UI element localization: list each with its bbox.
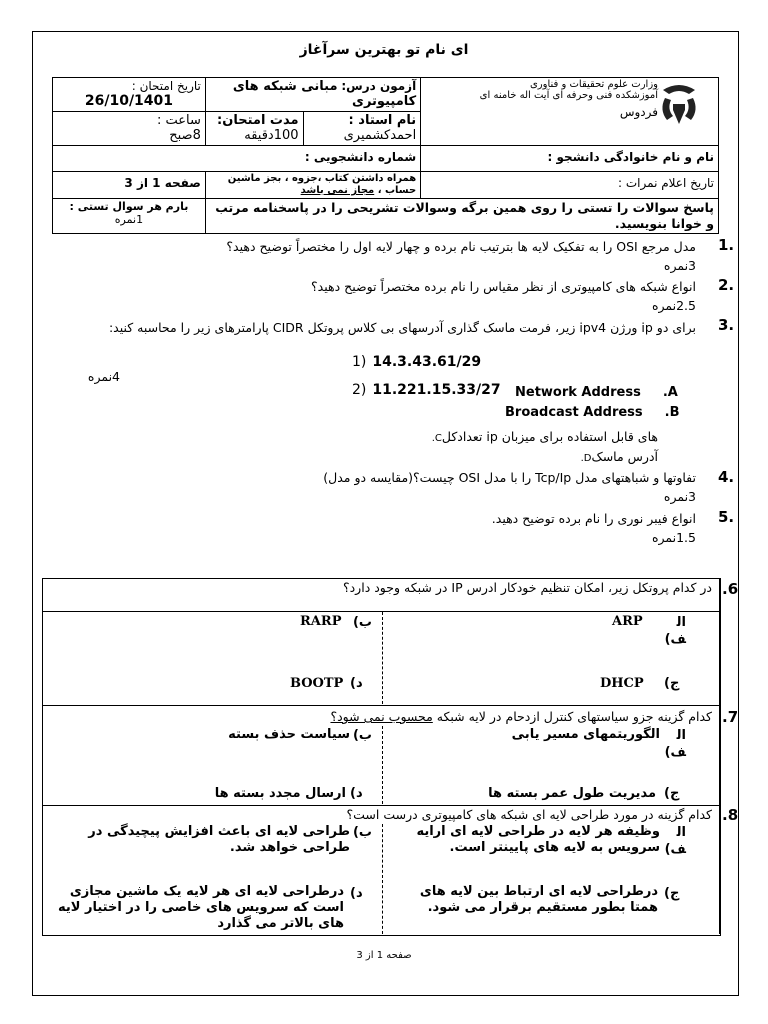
q8-option-c-label: ج): [664, 886, 680, 901]
q6-option-b: RARP: [300, 614, 342, 629]
q6-option-c: DHCP: [600, 676, 644, 691]
mc-score-cell: بارم هر سوال تستی : 1نمره: [53, 199, 206, 234]
q6-option-c-label: ج): [664, 676, 680, 691]
q7-option-b-label: ب): [352, 728, 372, 743]
page-title: ای نام تو بهترین سرآغاز: [299, 42, 469, 58]
duration-cell: مدت امتحان: 100دقیقه: [205, 112, 303, 146]
teacher-cell: نام استاد : احمدکشمیری: [303, 112, 421, 146]
question-5-text: انواع فیبر نوری را نام برده توضیح دهید.: [491, 511, 696, 526]
q7-option-a: الگوریتمهای مسیر یابی: [511, 727, 660, 742]
university-logo: [655, 80, 703, 130]
ip-address-2: 2) 11.221.15.33/27: [352, 382, 501, 398]
question-7-text: کدام گزینه جزو سیاستهای کنترل ازدحام در لایه شبکه محسوب نمی شود؟: [330, 709, 712, 724]
q7-option-d-label: د): [350, 786, 363, 801]
question-4-number: 4.: [718, 468, 735, 486]
question-1-mark: 3نمره: [663, 258, 696, 273]
grades-date-cell: تاریخ اعلام نمرات :: [421, 172, 719, 199]
question-1-text: مدل مرجع OSI را به تفکیک لایه ها بترتیب نام برده و چهار لایه اول را مختصراً توضیح دهید؟: [226, 239, 696, 254]
school-info-cell: وزارت علوم تحقیقات و فناوری آموزشکده فنی وحرفه ای آیت اله خامنه ای فردوس: [421, 78, 719, 146]
q6-divider: [42, 611, 719, 612]
q8-option-a: وظیفه هر لایه در طراحی لایه ای ارایه سرویس به لایه های پایینتر است.: [416, 824, 660, 855]
q7-option-c-label: ج): [664, 786, 680, 801]
q8-option-c: درطراحی لایه ای ارتباط بین لایه های همتا بطور مستقیم برقرار می شود.: [419, 884, 658, 915]
ip-address-1: 1) 14.3.43.61/29: [352, 354, 482, 370]
question-6-text: در کدام پروتکل زیر، امکان تنظیم خودکار ادرس IP در شبکه وجود دارد؟: [342, 580, 712, 595]
question-2-mark: 2.5نمره: [651, 298, 696, 313]
q8-center-line: [382, 824, 383, 934]
q8-option-b: طراحی لایه ای باعث افزایش پیچیدگی در طراحی خواهد شد.: [88, 824, 350, 855]
question-7-number: .7: [722, 708, 739, 726]
exam-header-table: [52, 77, 719, 234]
allowed-items-cell: همراه داشتن کتاب ،جزوه ، بجز ماشین حساب ، مجاز نمی باشد: [205, 172, 420, 199]
q7-center-line: [382, 726, 383, 804]
exam-date-cell: تاریخ امتحان : 26/10/1401: [53, 78, 206, 112]
q7-option-a-label: الف): [664, 728, 686, 760]
mc-number-column-line: [719, 578, 720, 934]
q8-option-d-label: د): [350, 886, 363, 901]
question-4-text: تفاوتها و شباهتهای مدل Tcp/Ip را با مدل OSI چیست؟(مقایسه دو مدل): [323, 470, 696, 485]
question-8-text: کدام گزینه در مورد طراحی لایه ای شبکه های کامپیوتری درست است؟: [346, 807, 712, 822]
subitem-a: Network Address .A: [515, 385, 678, 400]
q8-divider: [42, 805, 719, 806]
q8-option-d: درطراحی لایه ای هر لایه یک ماشین مجازی است که سرویس های خاصی را در اختیار لایه های بالاتر می گذارد: [58, 884, 344, 931]
q6-option-b-label: ب): [352, 615, 372, 630]
student-id-cell: شماره دانشجویی :: [53, 146, 421, 172]
q8-option-a-label: الف): [664, 825, 686, 857]
q6-center-line: [382, 612, 383, 704]
subitem-c: .Cتعدادکل ip های قابل استفاده برای میزبان: [431, 429, 658, 444]
question-3-number: 3.: [718, 316, 735, 334]
question-3-mark: 4نمره: [87, 369, 120, 384]
question-6-number: .6: [722, 580, 739, 598]
subitem-b: Broadcast Address .B: [505, 405, 680, 420]
question-1-number: 1.: [718, 236, 735, 254]
subitem-d: .Dآدرس ماسک: [580, 449, 658, 464]
course-cell: آزمون درس: مبانی شبکه های کامپیوتری: [205, 78, 420, 112]
question-2-text: انواع شبکه های کامپیوتری از نظر مقیاس را نام برده مختصراً توضیح دهید؟: [311, 279, 696, 294]
q6-option-a-label: الف): [664, 615, 686, 647]
question-5-mark: 1.5نمره: [651, 530, 696, 545]
q6-option-d-label: د): [350, 676, 363, 691]
q6-option-a: ARP: [612, 614, 643, 629]
question-3-text: برای دو ip ورژن ipv4 زیر، فرمت ماسک گذاری آدرسهای بی کلاس پروتکل CIDR پارامترهای زیر را محاسبه کنید:: [108, 320, 696, 335]
q7-option-b: سیاست حذف بسته: [228, 727, 350, 742]
instruction-cell: پاسخ سوالات را تستی را روی همین برگه وسوالات تشریحی را در پاسخنامه مرتب و خوانا بنویسید.: [205, 199, 718, 234]
q8-option-b-label: ب): [352, 825, 372, 840]
q7-divider: [42, 705, 719, 706]
student-name-cell: نام و نام خانوادگی دانشجو :: [421, 146, 719, 172]
question-8-number: .8: [722, 806, 739, 824]
question-5-number: 5.: [718, 508, 735, 526]
footer-page-number: صفحه 1 از 3: [356, 950, 412, 961]
q7-option-c: مدیریت طول عمر بسته ها: [488, 786, 656, 801]
question-4-mark: 3نمره: [663, 489, 696, 504]
q7-option-d: ارسال مجدد بسته ها: [214, 786, 346, 801]
question-2-number: 2.: [718, 276, 735, 294]
time-cell: ساعت : 8صبح: [53, 112, 206, 146]
q6-option-d: BOOTP: [290, 676, 344, 691]
page-number-cell: صفحه 1 از 3: [53, 172, 206, 199]
